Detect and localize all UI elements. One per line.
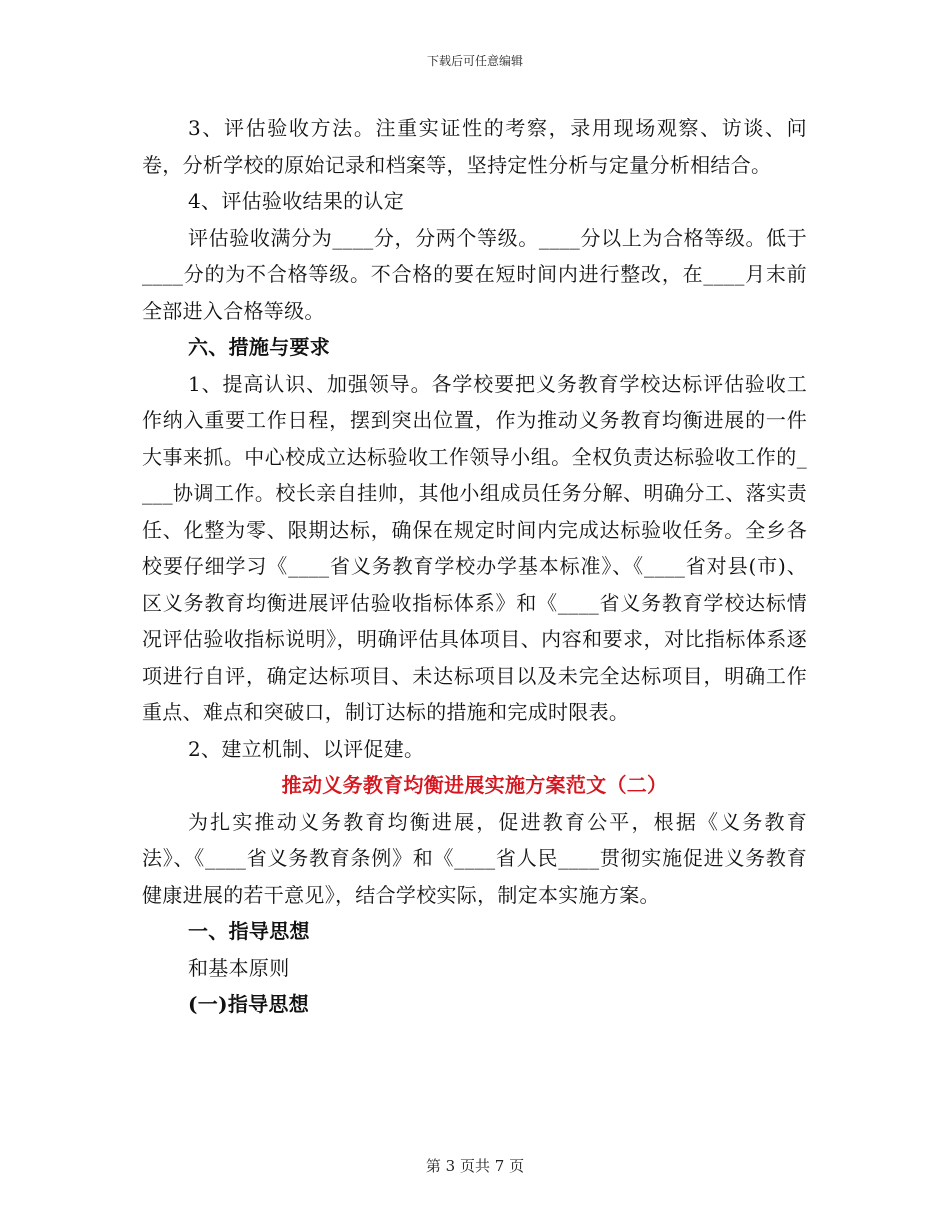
subsection-heading-guiding: (一)指导思想 — [188, 992, 310, 1016]
paragraph-result-heading: 4、评估验收结果的认定 — [188, 189, 405, 213]
section-heading-guiding: 一、指导思想 — [188, 919, 310, 943]
page-header-note: 下载后可任意编辑 — [426, 54, 523, 68]
paragraph-basic-principles: 和基本原则 — [188, 955, 290, 980]
document-section-title: 推动义务教育均衡进展实施方案范文（二） — [281, 773, 668, 797]
paragraph-evaluation-method: 3、评估验收方法。注重实证性的考察，录用现场观察、访谈、问卷，分析学校的原始记录和档案等，坚持定性分析与定量分析相结合。 — [142, 116, 807, 177]
document-body — [142, 110, 807, 1023]
paragraph-leadership: 1、提高认识、加强领导。各学校要把义务教育学校达标评估验收工作纳入重要工作日程，摆到突出位置，作为推动义务教育均衡进展的一件大事来抓。中心校成立达标验收工作领导小组。全权负责达标验收工作的____协调工作。校长亲自挂帅，其他小组成员任务分解、明确分工、落实责任、化整为零、限期达标，确保在规定时间内完成达标验收任务。全乡各校要仔细学习《____省义务教育学校办学基本标准》、《____省对县(市)、区义务教育均衡进展评估验收指标体系》和《____省义务教育学校达标情况评估验收指标说明》，明确评估具体项目、内容和要求，对比指标体系逐项进行自评，确定达标项目、未达标项目以及未完全达标项目，明确工作重点、难点和突破口，制订达标的措施和完成时限表。 — [142, 371, 807, 724]
paragraph-intro: 为扎实推动义务教育均衡进展，促进教育公平，根据《义务教育法》、《____省义务教育条例》和《____省人民____贯彻实施促进义务教育健康进展的若干意见》，结合学校实际，制定本实施方案。 — [142, 809, 807, 907]
section-heading-measures: 六、措施与要求 — [188, 335, 331, 359]
paragraph-mechanism: 2、建立机制、以评促建。 — [188, 736, 425, 761]
paragraph-result-detail: 评估验收满分为____分，分两个等级。____分以上为合格等级。低于____分的为不合格等级。不合格的要在短时间内进行整改，在____月末前全部进入合格等级。 — [142, 225, 807, 323]
page-number: 第 3 页共 7 页 — [425, 1157, 525, 1175]
